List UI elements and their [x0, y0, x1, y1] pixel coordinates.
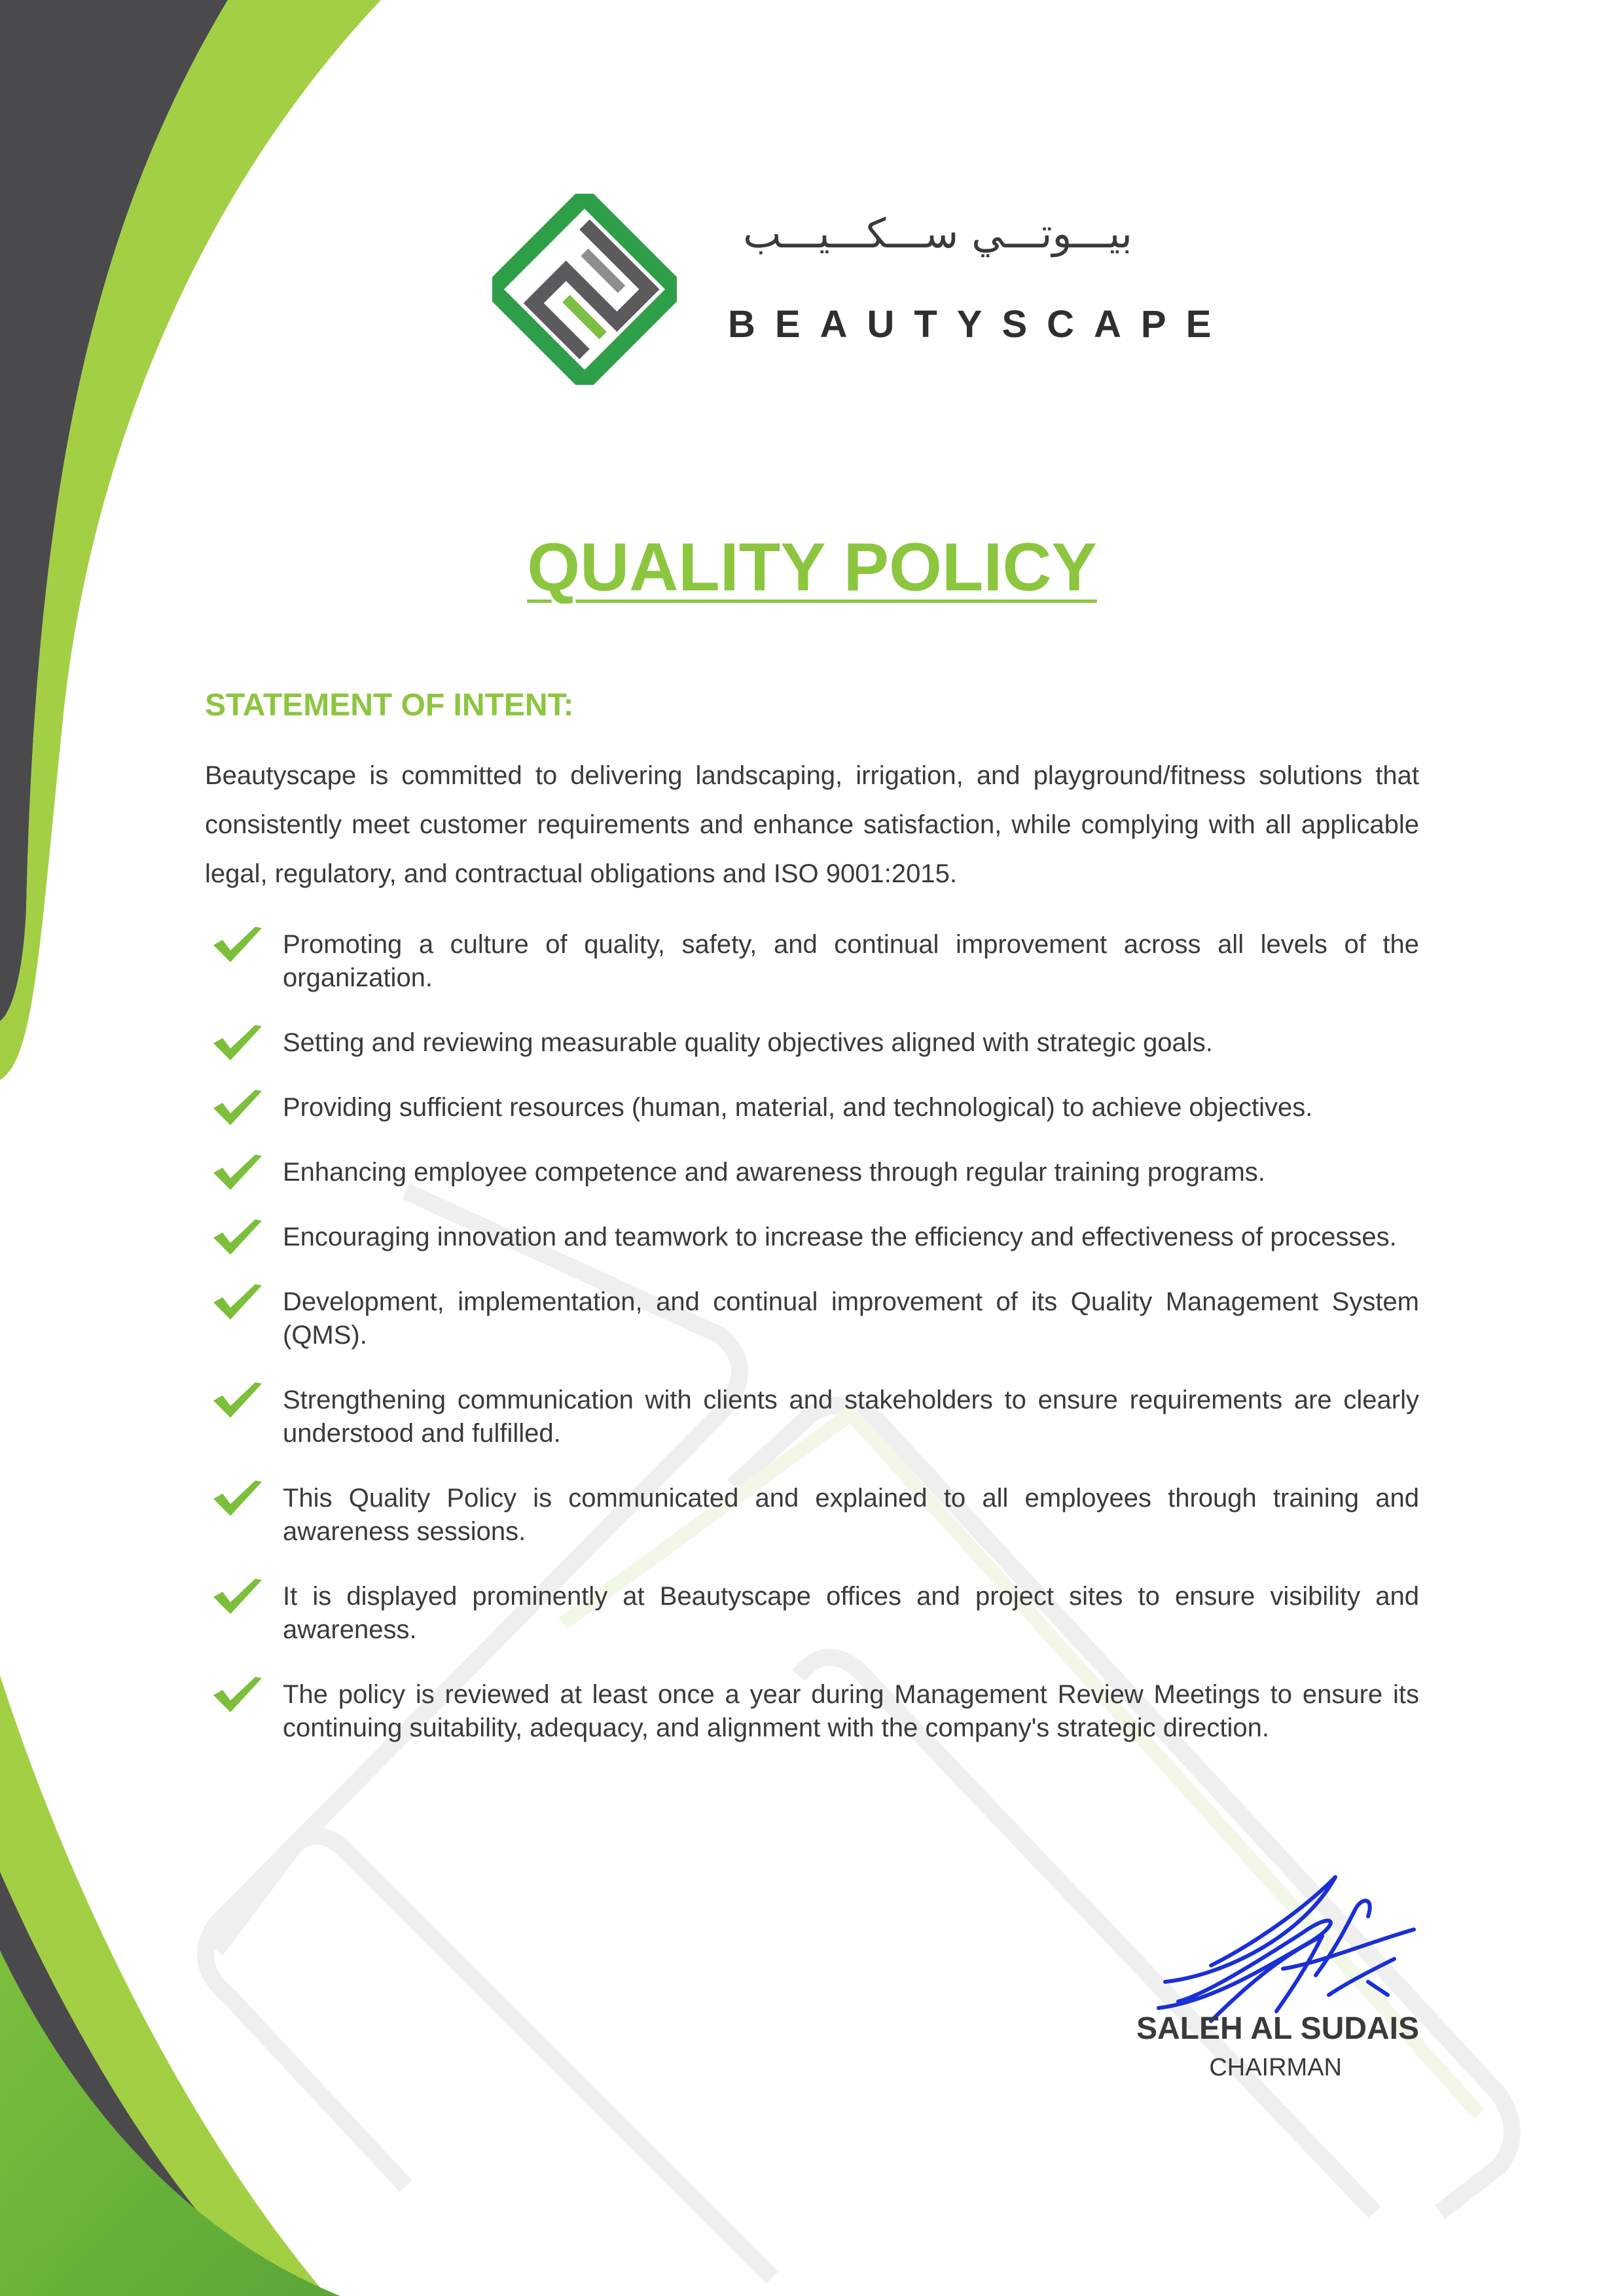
brand-name: BEAUTYSCAPE — [728, 303, 1231, 346]
list-item — [211, 1221, 1419, 1254]
document-title — [0, 529, 1624, 607]
list-item — [211, 1482, 1419, 1549]
check-icon — [211, 1217, 264, 1259]
beautyscape-logo-icon — [492, 194, 677, 385]
list-item-text: Promoting a culture of quality, safety, and continual improvement across all levels of the organization. — [283, 930, 1419, 992]
intro-paragraph: Beautyscape is committed to delivering landscaping, irrigation, and playground/fitness solutions that consistently meet customer requirements and enhance satisfaction, while complying with all applicable legal, regulatory, and contractual obligations and ISO 9001:2015. — [205, 761, 1419, 888]
document-title-text: QUALITY POLICY — [527, 529, 1097, 605]
list-item — [211, 1384, 1419, 1450]
list-item — [211, 928, 1419, 995]
list-item-text: This Quality Policy is communicated and explained to all employees through training and awareness sessions. — [283, 1484, 1419, 1546]
list-item-text: Setting and reviewing measurable quality objectives aligned with strategic goals. — [283, 1028, 1213, 1057]
check-icon — [211, 924, 264, 966]
list-item-text: Development, implementation, and continual improvement of its Quality Management System (QMS). — [283, 1287, 1419, 1350]
check-icon — [211, 1478, 264, 1520]
check-icon — [211, 1576, 264, 1618]
list-item-text: Providing sufficient resources (human, material, and technological) to achieve objectives. — [283, 1093, 1313, 1122]
list-item — [211, 1156, 1419, 1189]
list-item-text: Encouraging innovation and teamwork to increase the efficiency and effectiveness of processes. — [283, 1223, 1397, 1251]
list-item-text: Strengthening communication with clients and stakeholders to ensure requirements are clearly understood and fulfilled. — [283, 1386, 1419, 1448]
list-item-text: Enhancing employee competence and awareness through regular training programs. — [283, 1158, 1265, 1187]
check-icon — [211, 1152, 264, 1194]
policy-bullet-list — [211, 928, 1419, 1776]
list-item — [211, 1026, 1419, 1060]
check-icon — [211, 1380, 264, 1422]
section-heading: STATEMENT OF INTENT: — [205, 688, 574, 723]
list-item — [211, 1580, 1419, 1647]
list-item — [211, 1678, 1419, 1745]
signatory-title: CHAIRMAN — [1209, 2054, 1342, 2081]
list-item-text: The policy is reviewed at least once a year during Management Review Meetings to ensure its continuing suitability, adequacy, and alignment with the company's strategic direction. — [283, 1680, 1419, 1742]
check-icon — [211, 1282, 264, 1323]
list-item-text: It is displayed prominently at Beautyscape offices and project sites to ensure visibility and awareness. — [283, 1582, 1419, 1644]
check-icon — [211, 1087, 264, 1129]
list-item — [211, 1285, 1419, 1352]
signatory-name: SALEH AL SUDAIS — [1136, 2011, 1419, 2046]
check-icon — [211, 1022, 264, 1064]
brand-name-arabic: بيـــوتـــي ســـكـــيـــب — [743, 209, 1132, 257]
check-icon — [211, 1674, 264, 1716]
list-item — [211, 1091, 1419, 1124]
